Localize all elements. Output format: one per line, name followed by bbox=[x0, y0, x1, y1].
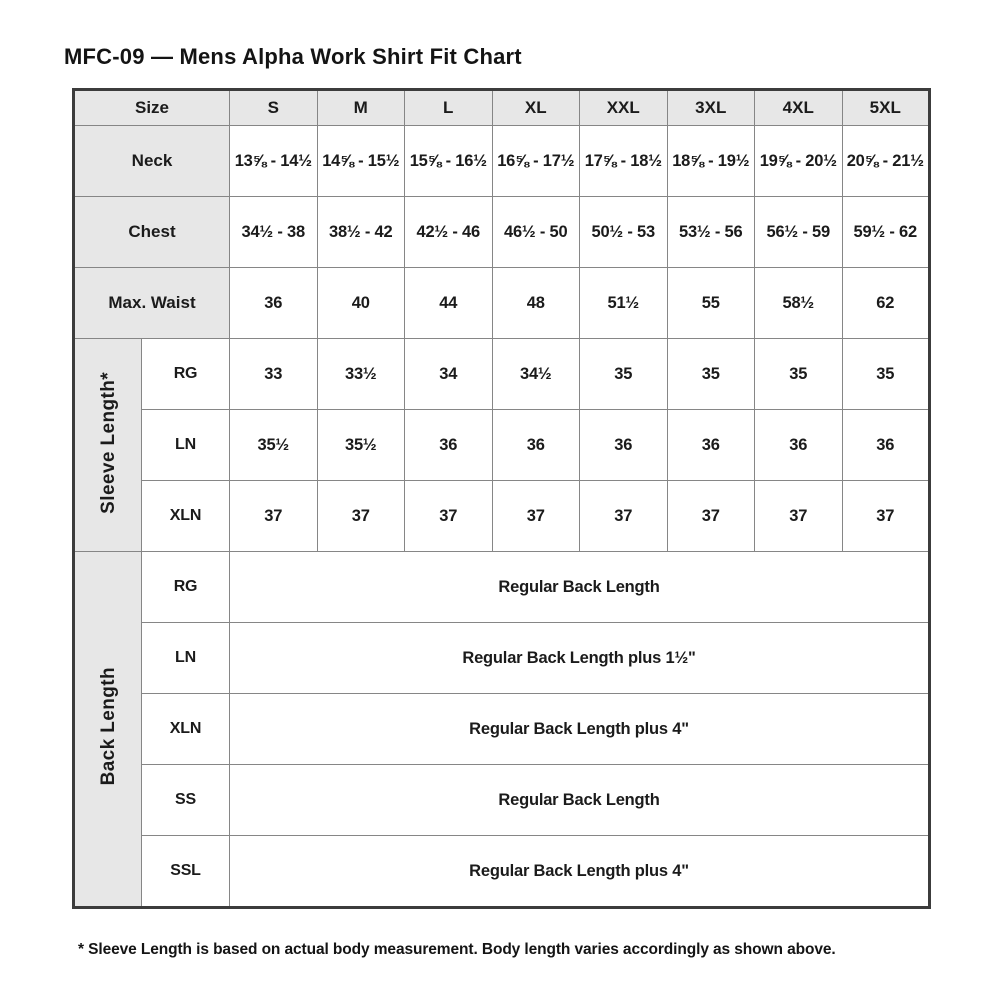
sleeve-sub-label: LN bbox=[142, 410, 230, 481]
measurement-row bbox=[74, 197, 930, 268]
size-column-header: L bbox=[405, 90, 493, 126]
sleeve-length-cell: 37 bbox=[405, 481, 493, 552]
back-sub-label: SSL bbox=[142, 836, 230, 908]
back-length-row bbox=[74, 552, 930, 623]
sleeve-length-cell: 35½ bbox=[230, 410, 318, 481]
size-column-header: XL bbox=[492, 90, 580, 126]
measurement-cell: 19⅝ - 20½ bbox=[755, 126, 843, 197]
sleeve-length-cell: 37 bbox=[842, 481, 930, 552]
back-length-row bbox=[74, 765, 930, 836]
sleeve-length-cell: 37 bbox=[317, 481, 405, 552]
measurement-row bbox=[74, 126, 930, 197]
sleeve-length-section-label bbox=[74, 339, 142, 552]
row-label: Chest bbox=[74, 197, 230, 268]
sleeve-length-cell: 37 bbox=[667, 481, 755, 552]
sleeve-length-cell: 35 bbox=[580, 339, 668, 410]
back-length-vertical-text: Back Length bbox=[97, 667, 119, 786]
back-length-row bbox=[74, 836, 930, 908]
measurement-cell: 36 bbox=[230, 268, 318, 339]
size-column-header: 5XL bbox=[842, 90, 930, 126]
sleeve-length-row bbox=[74, 410, 930, 481]
measurement-cell: 44 bbox=[405, 268, 493, 339]
sleeve-length-cell: 33 bbox=[230, 339, 318, 410]
row-label: Neck bbox=[74, 126, 230, 197]
measurement-cell: 51½ bbox=[580, 268, 668, 339]
sleeve-length-cell: 36 bbox=[842, 410, 930, 481]
measurement-cell: 48 bbox=[492, 268, 580, 339]
page-title: MFC-09 — Mens Alpha Work Shirt Fit Chart bbox=[64, 44, 522, 69]
header-row bbox=[74, 90, 930, 126]
sleeve-length-cell: 37 bbox=[755, 481, 843, 552]
measurement-row bbox=[74, 268, 930, 339]
sleeve-sub-label: XLN bbox=[142, 481, 230, 552]
measurement-cell: 46½ - 50 bbox=[492, 197, 580, 268]
sleeve-length-cell: 36 bbox=[667, 410, 755, 481]
sleeve-length-cell: 35 bbox=[755, 339, 843, 410]
sleeve-length-cell: 34 bbox=[405, 339, 493, 410]
back-length-merged-cell: Regular Back Length bbox=[230, 552, 930, 623]
measurement-cell: 15⅝ - 16½ bbox=[405, 126, 493, 197]
size-column-header: S bbox=[230, 90, 318, 126]
footnote: * Sleeve Length is based on actual body measurement. Body length varies accordingly as shown above. bbox=[78, 941, 836, 958]
back-length-merged-cell: Regular Back Length plus 4" bbox=[230, 836, 930, 908]
size-column-header: 3XL bbox=[667, 90, 755, 126]
measurement-cell: 58½ bbox=[755, 268, 843, 339]
sleeve-length-cell: 36 bbox=[755, 410, 843, 481]
sleeve-length-cell: 33½ bbox=[317, 339, 405, 410]
measurement-cell: 40 bbox=[317, 268, 405, 339]
measurement-cell: 56½ - 59 bbox=[755, 197, 843, 268]
sleeve-length-cell: 35½ bbox=[317, 410, 405, 481]
sleeve-length-row bbox=[74, 339, 930, 410]
measurement-cell: 20⅝ - 21½ bbox=[842, 126, 930, 197]
sleeve-length-cell: 35 bbox=[842, 339, 930, 410]
measurement-cell: 62 bbox=[842, 268, 930, 339]
back-sub-label: XLN bbox=[142, 694, 230, 765]
measurement-cell: 34½ - 38 bbox=[230, 197, 318, 268]
measurement-cell: 38½ - 42 bbox=[317, 197, 405, 268]
back-sub-label: LN bbox=[142, 623, 230, 694]
measurement-cell: 53½ - 56 bbox=[667, 197, 755, 268]
back-length-merged-cell: Regular Back Length plus 4" bbox=[230, 694, 930, 765]
sleeve-length-cell: 37 bbox=[580, 481, 668, 552]
measurement-cell: 42½ - 46 bbox=[405, 197, 493, 268]
size-column-header: M bbox=[317, 90, 405, 126]
back-length-row bbox=[74, 623, 930, 694]
measurement-cell: 16⅝ - 17½ bbox=[492, 126, 580, 197]
back-sub-label: SS bbox=[142, 765, 230, 836]
measurement-cell: 13⅝ - 14½ bbox=[230, 126, 318, 197]
sleeve-length-row bbox=[74, 481, 930, 552]
sleeve-length-cell: 35 bbox=[667, 339, 755, 410]
measurement-cell: 17⅝ - 18½ bbox=[580, 126, 668, 197]
sleeve-sub-label: RG bbox=[142, 339, 230, 410]
measurement-cell: 59½ - 62 bbox=[842, 197, 930, 268]
back-sub-label: RG bbox=[142, 552, 230, 623]
measurement-cell: 50½ - 53 bbox=[580, 197, 668, 268]
measurement-cell: 55 bbox=[667, 268, 755, 339]
row-label: Max. Waist bbox=[74, 268, 230, 339]
sleeve-length-cell: 36 bbox=[405, 410, 493, 481]
sleeve-length-vertical-text: Sleeve Length* bbox=[97, 371, 119, 514]
fit-chart-table bbox=[72, 88, 931, 909]
measurement-cell: 14⅝ - 15½ bbox=[317, 126, 405, 197]
size-header-cell: Size bbox=[74, 90, 230, 126]
back-length-merged-cell: Regular Back Length bbox=[230, 765, 930, 836]
measurement-cell: 18⅝ - 19½ bbox=[667, 126, 755, 197]
size-column-header: 4XL bbox=[755, 90, 843, 126]
sleeve-length-cell: 34½ bbox=[492, 339, 580, 410]
sleeve-length-cell: 37 bbox=[492, 481, 580, 552]
back-length-merged-cell: Regular Back Length plus 1½" bbox=[230, 623, 930, 694]
sleeve-length-cell: 37 bbox=[230, 481, 318, 552]
sleeve-length-cell: 36 bbox=[492, 410, 580, 481]
back-length-row bbox=[74, 694, 930, 765]
size-column-header: XXL bbox=[580, 90, 668, 126]
sleeve-length-cell: 36 bbox=[580, 410, 668, 481]
back-length-section-label bbox=[74, 552, 142, 908]
